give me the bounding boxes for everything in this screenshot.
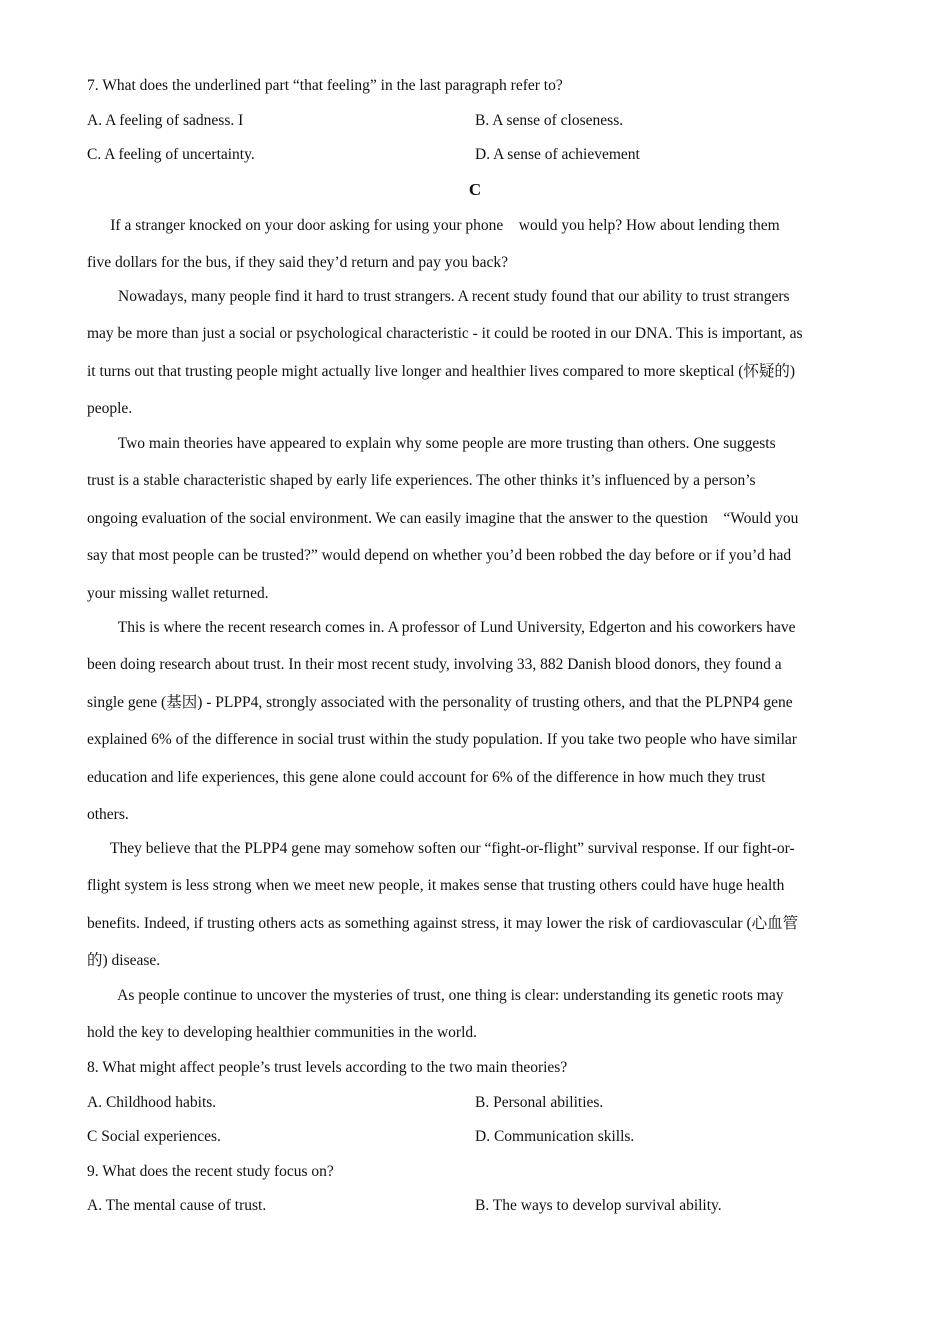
passage-paragraph-2 (87, 287, 863, 437)
paragraph-line: Nowadays, many people find it hard to trust strangers. A recent study found that our ability to trust strangers (87, 288, 790, 305)
paragraph-line: If a stranger knocked on your door asking for using your phone would you help? How about lending them (87, 217, 780, 234)
passage-paragraph-1 (87, 216, 863, 291)
passage-paragraph-6 (87, 986, 863, 1061)
paragraph-line: five dollars for the bus, if they said they’d return and pay you back? (87, 254, 508, 272)
paragraph-line: flight system is less strong when we meet new people, it makes sense that trusting others could have huge health (87, 877, 785, 895)
paragraph-line: 的) disease. (87, 952, 161, 970)
question-7-option-a: A. A feeling of sadness. I (87, 112, 244, 129)
question-9-option-b: B. The ways to develop survival ability. (475, 1197, 722, 1214)
question-7-option-c: C. A feeling of uncertainty. (87, 146, 255, 163)
question-8-option-a: A. Childhood habits. (87, 1094, 217, 1111)
paragraph-line: hold the key to developing healthier communities in the world. (87, 1024, 477, 1042)
question-9: 9. What does the recent study focus on? (87, 1163, 334, 1180)
paragraph-line: been doing research about trust. In their most recent study, involving 33, 882 Danish blood donors, they found a (87, 656, 782, 674)
question-9-option-a: A. The mental cause of trust. (87, 1197, 267, 1214)
question-8: 8. What might affect people’s trust levels according to the two main theories? (87, 1059, 568, 1076)
question-7-option-d: D. A sense of achievement (475, 146, 640, 163)
paragraph-line: others. (87, 805, 129, 823)
question-7: 7. What does the underlined part “that feeling” in the last paragraph refer to? (87, 77, 563, 94)
question-8-option-b: B. Personal abilities. (475, 1094, 604, 1111)
paragraph-line: education and life experiences, this gene alone could account for 6% of the difference in how much they trust (87, 768, 766, 786)
paragraph-line: explained 6% of the difference in social trust within the study population. If you take two people who have similar (87, 731, 797, 749)
section-title: C (468, 180, 482, 199)
paragraph-line: it turns out that trusting people might actually live longer and healthier lives compared to more skeptical (怀疑的) (87, 362, 796, 380)
paragraph-line: This is where the recent research comes in. A professor of Lund University, Edgerton and his coworkers have (87, 619, 796, 636)
passage-paragraph-4 (87, 618, 863, 842)
question-8-option-d: D. Communication skills. (475, 1128, 635, 1145)
passage-paragraph-3 (87, 434, 863, 621)
question-8-option-c: C Social experiences. (87, 1128, 221, 1145)
paragraph-line: Two main theories have appeared to explain why some people are more trusting than others. One suggests (87, 435, 776, 452)
paragraph-line: may be more than just a social or psychological characteristic - it could be rooted in our DNA. This is important, as (87, 325, 803, 343)
paragraph-line: As people continue to uncover the mysteries of trust, one thing is clear: understanding its genetic roots may (87, 987, 784, 1004)
question-7-option-b: B. A sense of closeness. (475, 112, 624, 129)
paragraph-line: single gene (基因) - PLPP4, strongly associated with the personality of trusting others, and that the PLPNP4 gene (87, 693, 793, 711)
paragraph-line: benefits. Indeed, if trusting others acts as something against stress, it may lower the risk of cardiovascular (心血管 (87, 914, 799, 932)
paragraph-line: They believe that the PLPP4 gene may somehow soften our “fight-or-flight” survival response. If our fight-or- (87, 840, 795, 857)
paragraph-line: say that most people can be trusted?” would depend on whether you’d been robbed the day before or if you’d had (87, 547, 792, 565)
paragraph-line: trust is a stable characteristic shaped by early life experiences. The other thinks it’s influenced by a person’s (87, 472, 756, 490)
paragraph-line: your missing wallet returned. (87, 584, 269, 602)
paragraph-line: people. (87, 400, 133, 418)
passage-paragraph-5 (87, 839, 863, 989)
paragraph-line: ongoing evaluation of the social environment. We can easily imagine that the answer to the question “Would you (87, 509, 799, 527)
